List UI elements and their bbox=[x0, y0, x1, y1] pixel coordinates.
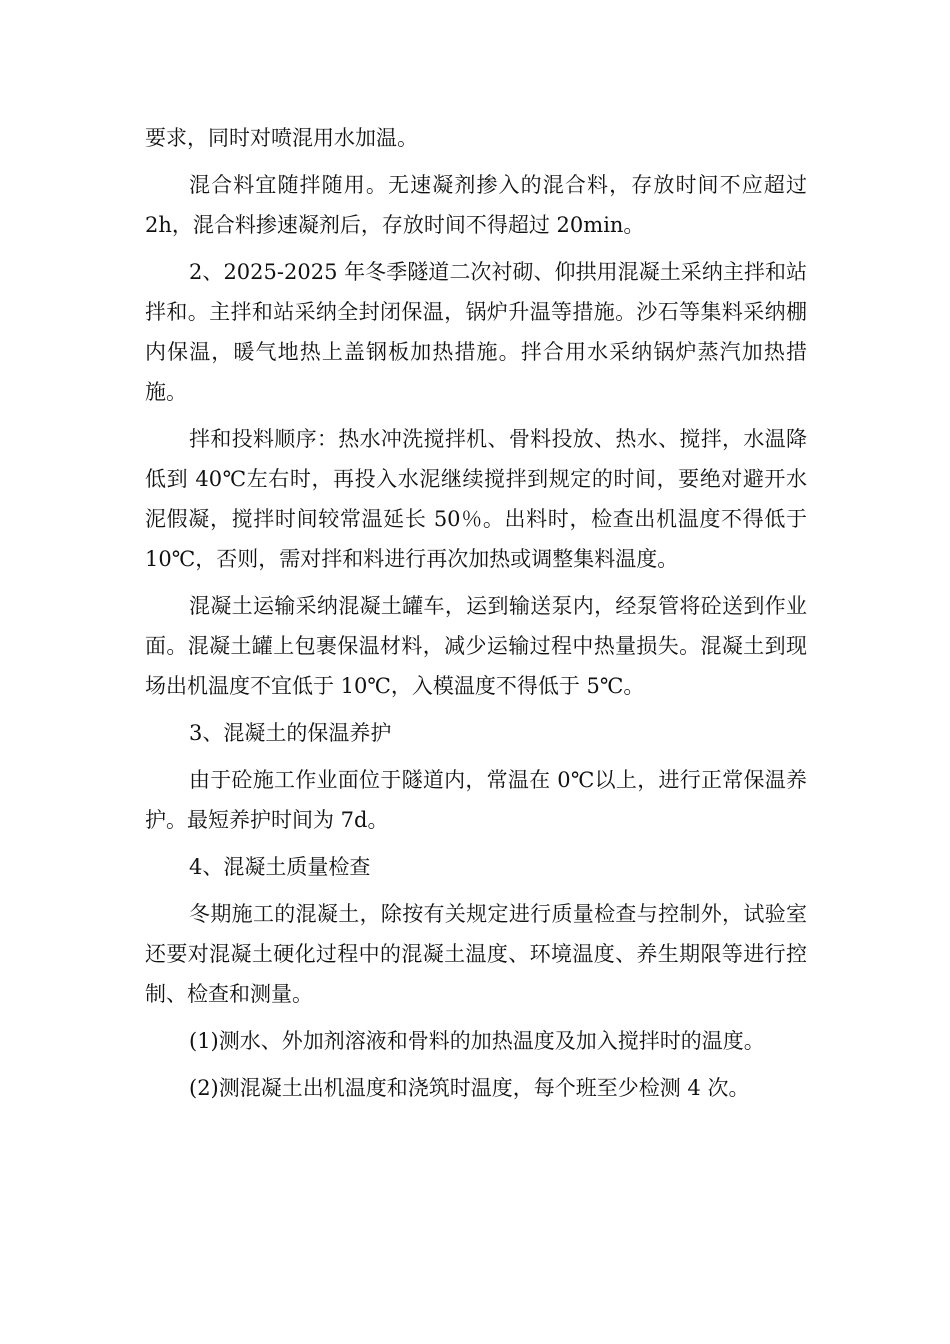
paragraph-transport: 混凝土运输采纳混凝土罐车，运到输送泵内，经泵管将砼送到作业面。混凝土罐上包裹保温材料，减少运输过程中热量损失。混凝土到现场出机温度不宜低于 10℃，入模温度不得低于 5℃。 bbox=[145, 594, 807, 698]
paragraph-mixing-order: 拌和投料顺序：热水冲洗搅拌机、骨料投放、热水、搅拌，水温降低到 40℃左右时，再投入水泥继续搅拌到规定的时间，要绝对避开水泥假凝，搅拌时间较常温延长 50％。出料时，检查出机温度不得低于 10℃，否则，需对拌和料进行再次加热或调整集料温度。 bbox=[145, 427, 807, 571]
section-heading-3: 3、混凝土的保温养护 bbox=[189, 721, 392, 745]
document-body bbox=[145, 118, 807, 1115]
paragraph-section-2: 2、2025-2025 年冬季隧道二次衬砌、仰拱用混凝土采纳主拌和站拌和。主拌和站采纳全封闭保温，锅炉升温等措施。沙石等集料采纳棚内保温，暖气地热上盖钢板加热措施。拌合用水采纳锅炉蒸汽加热措施。 bbox=[145, 260, 807, 404]
paragraph-quality-check: 冬期施工的混凝土，除按有关规定进行质量检查与控制外，试验室还要对混凝土硬化过程中的混凝土温度、环境温度、养生期限等进行控制、检查和测量。 bbox=[145, 902, 807, 1006]
section-heading-4: 4、混凝土质量检查 bbox=[189, 855, 371, 879]
list-item-2: (2)测混凝土出机温度和浇筑时温度，每个班至少检测 4 次。 bbox=[189, 1076, 750, 1100]
paragraph-continuation: 要求，同时对喷混用水加温。 bbox=[145, 126, 418, 150]
list-item-1: (1)测水、外加剂溶液和骨料的加热温度及加入搅拌时的温度。 bbox=[189, 1029, 765, 1053]
paragraph-mix-storage: 混合料宜随拌随用。无速凝剂掺入的混合料，存放时间不应超过 2h，混合料掺速凝剂后，存放时间不得超过 20min。 bbox=[145, 173, 807, 237]
paragraph-curing: 由于砼施工作业面位于隧道内，常温在 0℃以上，进行正常保温养护。最短养护时间为 7d。 bbox=[145, 768, 807, 832]
